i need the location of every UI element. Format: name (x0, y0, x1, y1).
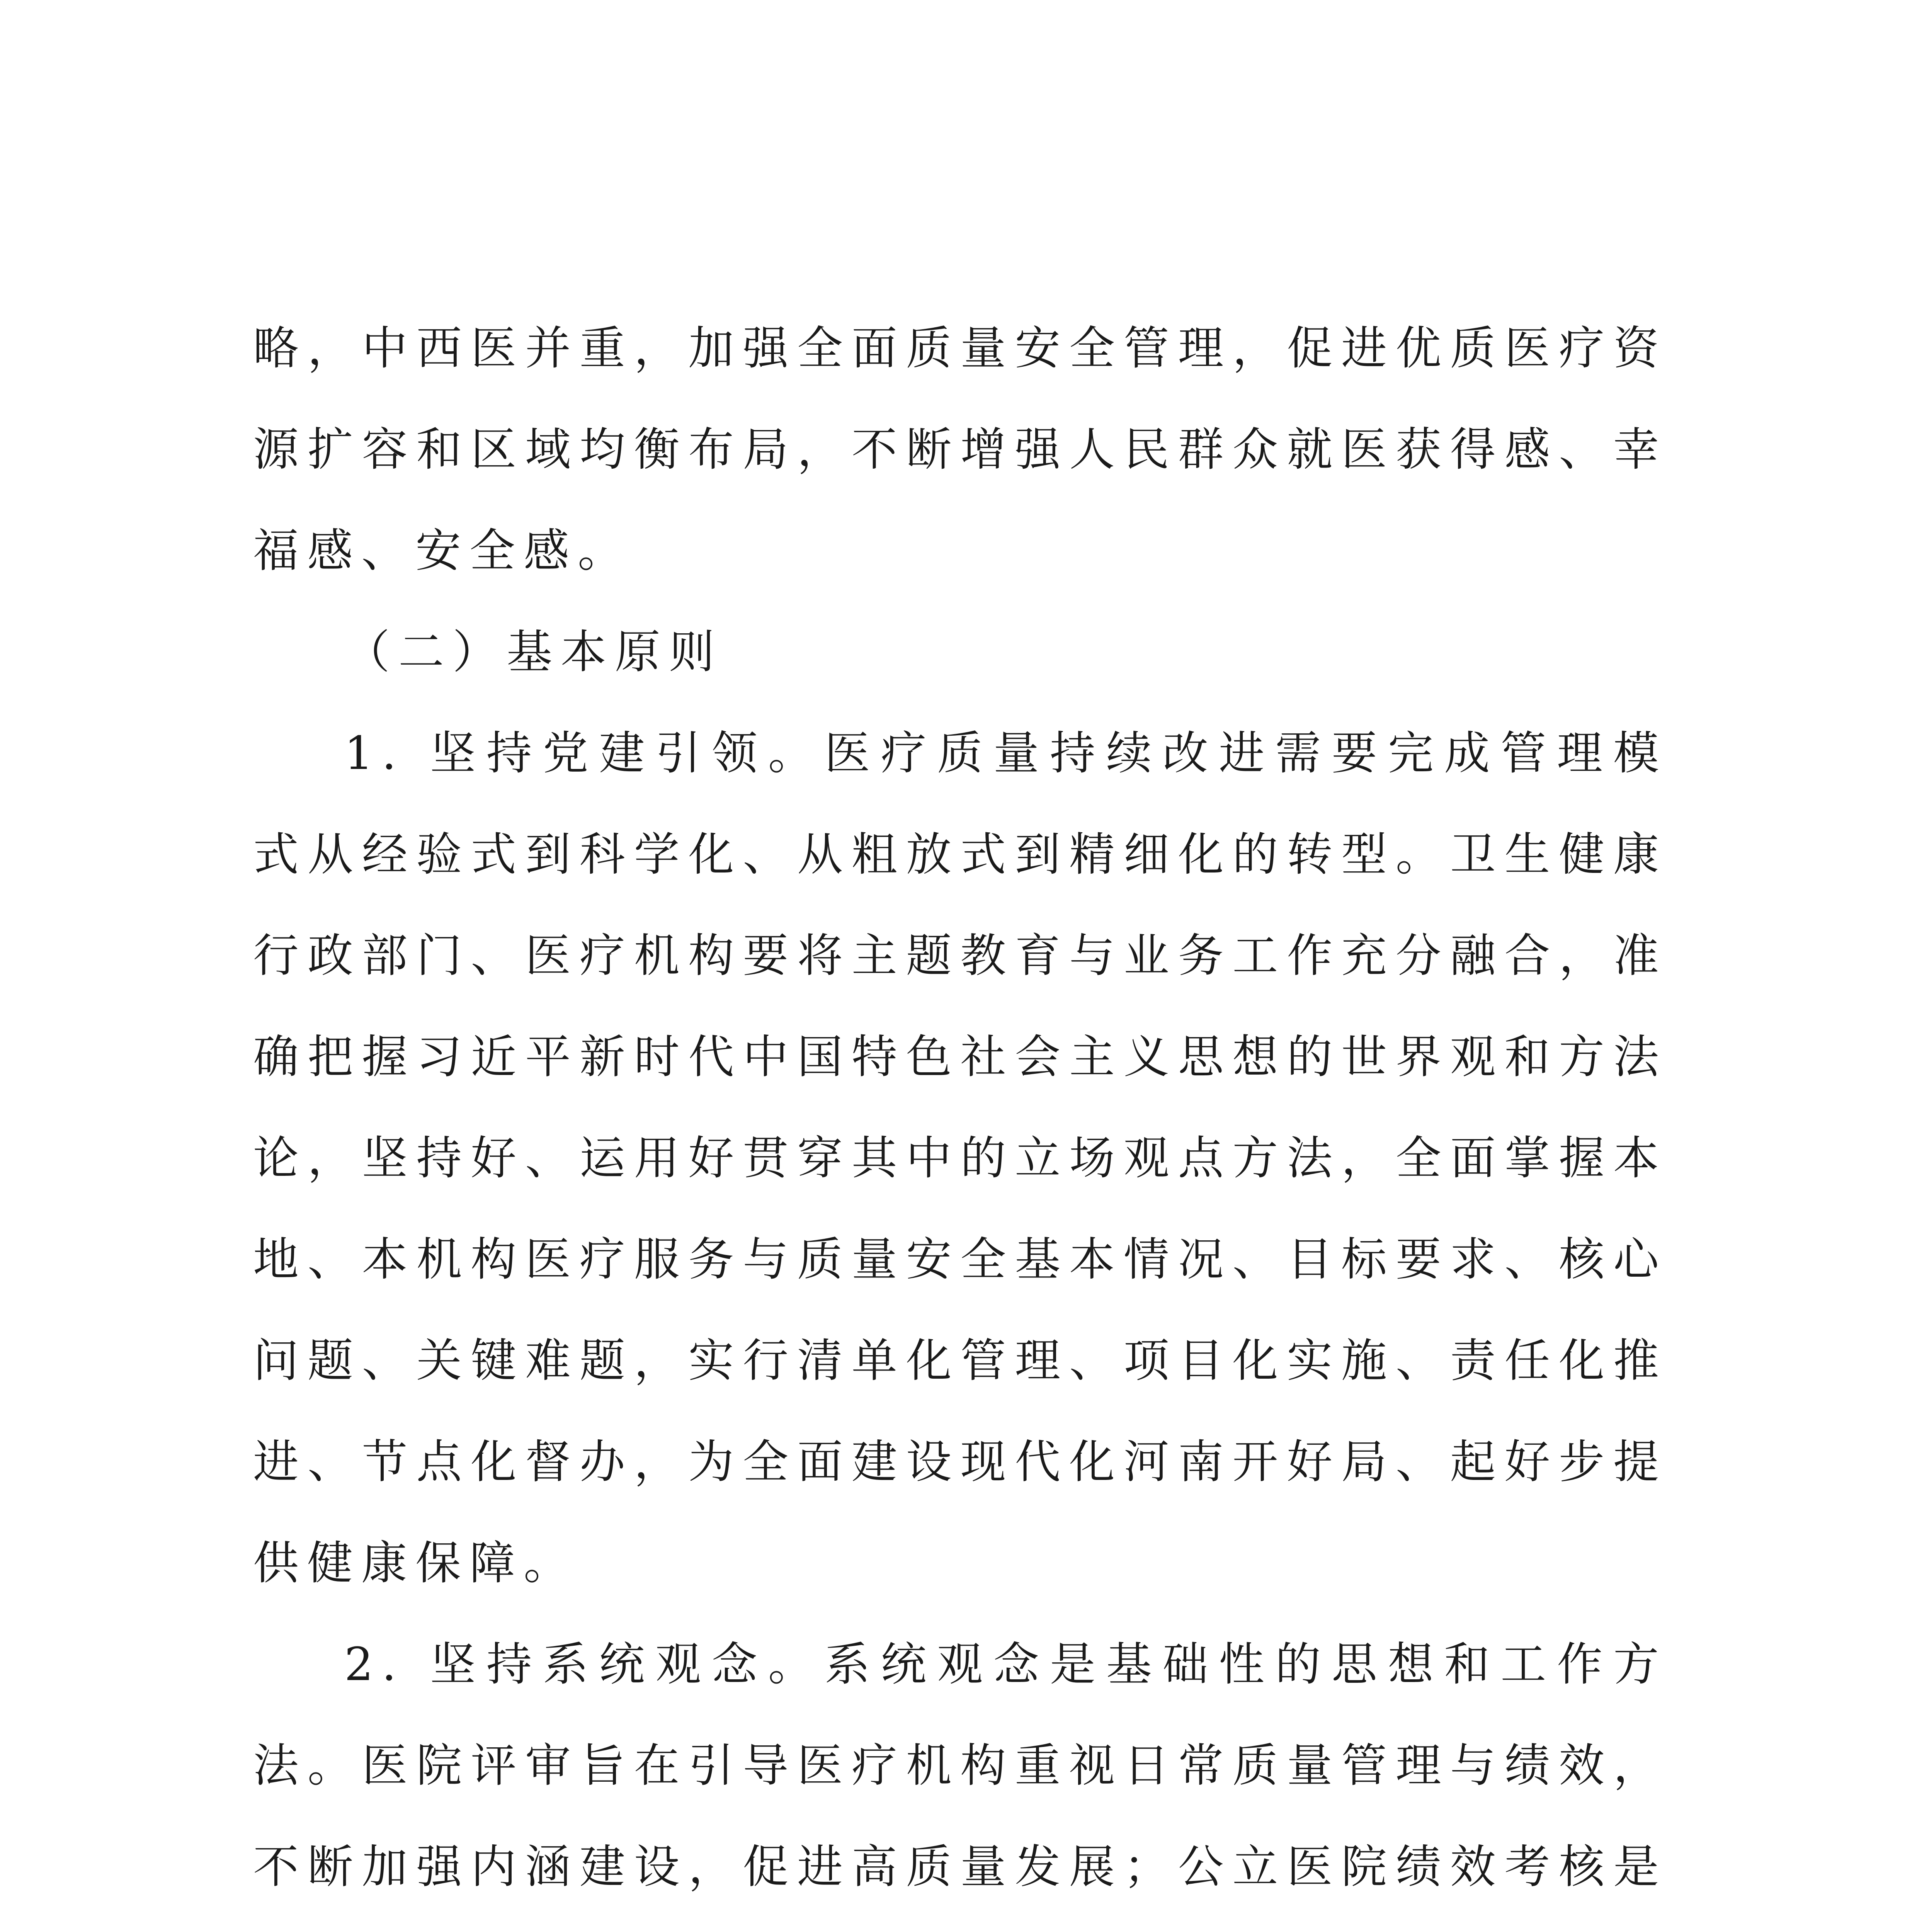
section-heading-basic-principles: （二）基本原则 (344, 625, 723, 679)
paragraph-continuation: 略，中西医并重，加强全面质量安全管理，促进优质医疗资源扩容和区域均衡布局，不断增强人民群众就医获得感、幸福感、安全感。 (253, 321, 1667, 577)
body-text (253, 298, 1667, 1932)
paragraph-principle-1: 1. 坚持党建引领。医疗质量持续改进需要完成管理模式从经验式到科学化、从粗放式到精细化的转型。卫生健康行政部门、医疗机构要将主题教育与业务工作充分融合，准确把握习近平新时代中国特色社会主义思想的世界观和方法论，坚持好、运用好贯穿其中的立场观点方法，全面掌握本地、本机构医疗服务与质量安全基本情况、目标要求、核心问题、关键难题，实行清单化管理、项目化实施、责任化推进、节点化督办，为全面建设现代化河南开好局、起好步提供健康保障。 (253, 726, 1667, 1590)
paragraph-principle-2: 2. 坚持系统观念。系统观念是基础性的思想和工作方法。医院评审旨在引导医疗机构重视日常质量管理与绩效，不断加强内涵建设，促进高质量发展；公立医院绩效考核是 (253, 1638, 1667, 1893)
